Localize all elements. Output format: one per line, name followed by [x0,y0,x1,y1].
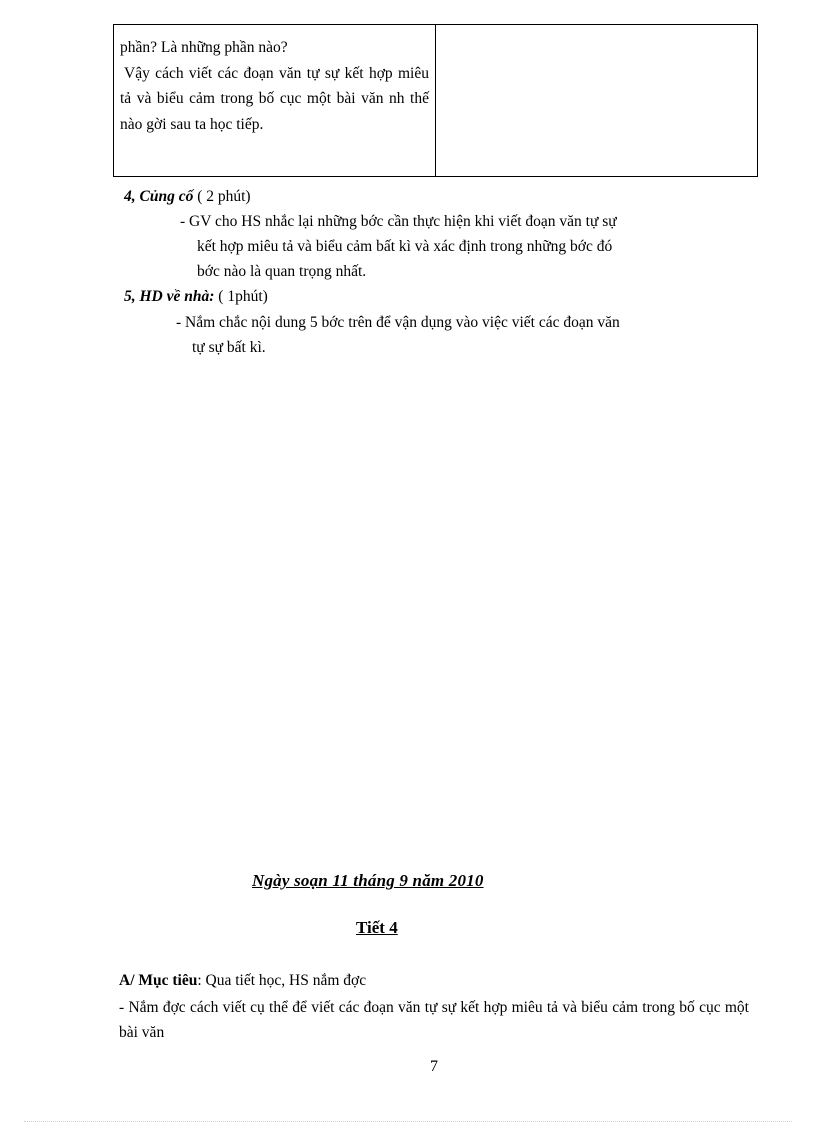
date-heading: Ngày soạn 11 tháng 9 năm 2010 [252,871,484,890]
lesson-table [113,24,758,177]
section5-time: ( 1phút) [218,288,268,305]
section4-line1: - GV cho HS nhắc lại những bớc cần thực hiện khi viết đoạn văn tự sự [180,213,617,230]
page-bottom-divider [24,1121,792,1122]
table-left-cell [114,25,436,176]
section4-time: ( 2 phút) [197,188,251,205]
section5-line2: tự sự bất kì. [192,339,266,356]
section4-line3: bớc nào là quan trọng nhất. [197,263,367,280]
lesson-title: Tiết 4 [356,918,398,937]
section4-heading: 4, Củng cố [124,188,194,205]
table-paragraph: Vậy cách viết các đoạn văn tự sự kết hợp miêu tả và biểu cảm trong bố cục một bài văn nh thế nào gời sau ta học tiếp. [120,64,429,133]
page-number: 7 [430,1058,438,1075]
section4-line2: kết hợp miêu tả và biểu cảm bất kì và xác định trong những bớc đó [197,238,613,255]
objectives-item1: - Nắm đợc cách viết cụ thể để viết các đoạn văn tự sự kết hợp miêu tả và biểu cảm trong bố cục một bài văn [119,999,749,1041]
objectives-intro: : Qua tiết học, HS nắm đợc [197,972,367,989]
objectives-line [119,971,366,991]
table-line-question: phần? Là những phần nào? [120,39,288,56]
objectives-label: A/ Mục tiêu [119,972,198,989]
section5-line1: - Nắm chắc nội dung 5 bớc trên để vận dụng vào việc viết các đoạn văn [176,314,620,331]
section4-heading-line [124,187,251,207]
table-right-cell [436,25,757,176]
section5-heading-line [124,287,268,307]
section5-heading: 5, HD về nhà: [124,288,215,305]
